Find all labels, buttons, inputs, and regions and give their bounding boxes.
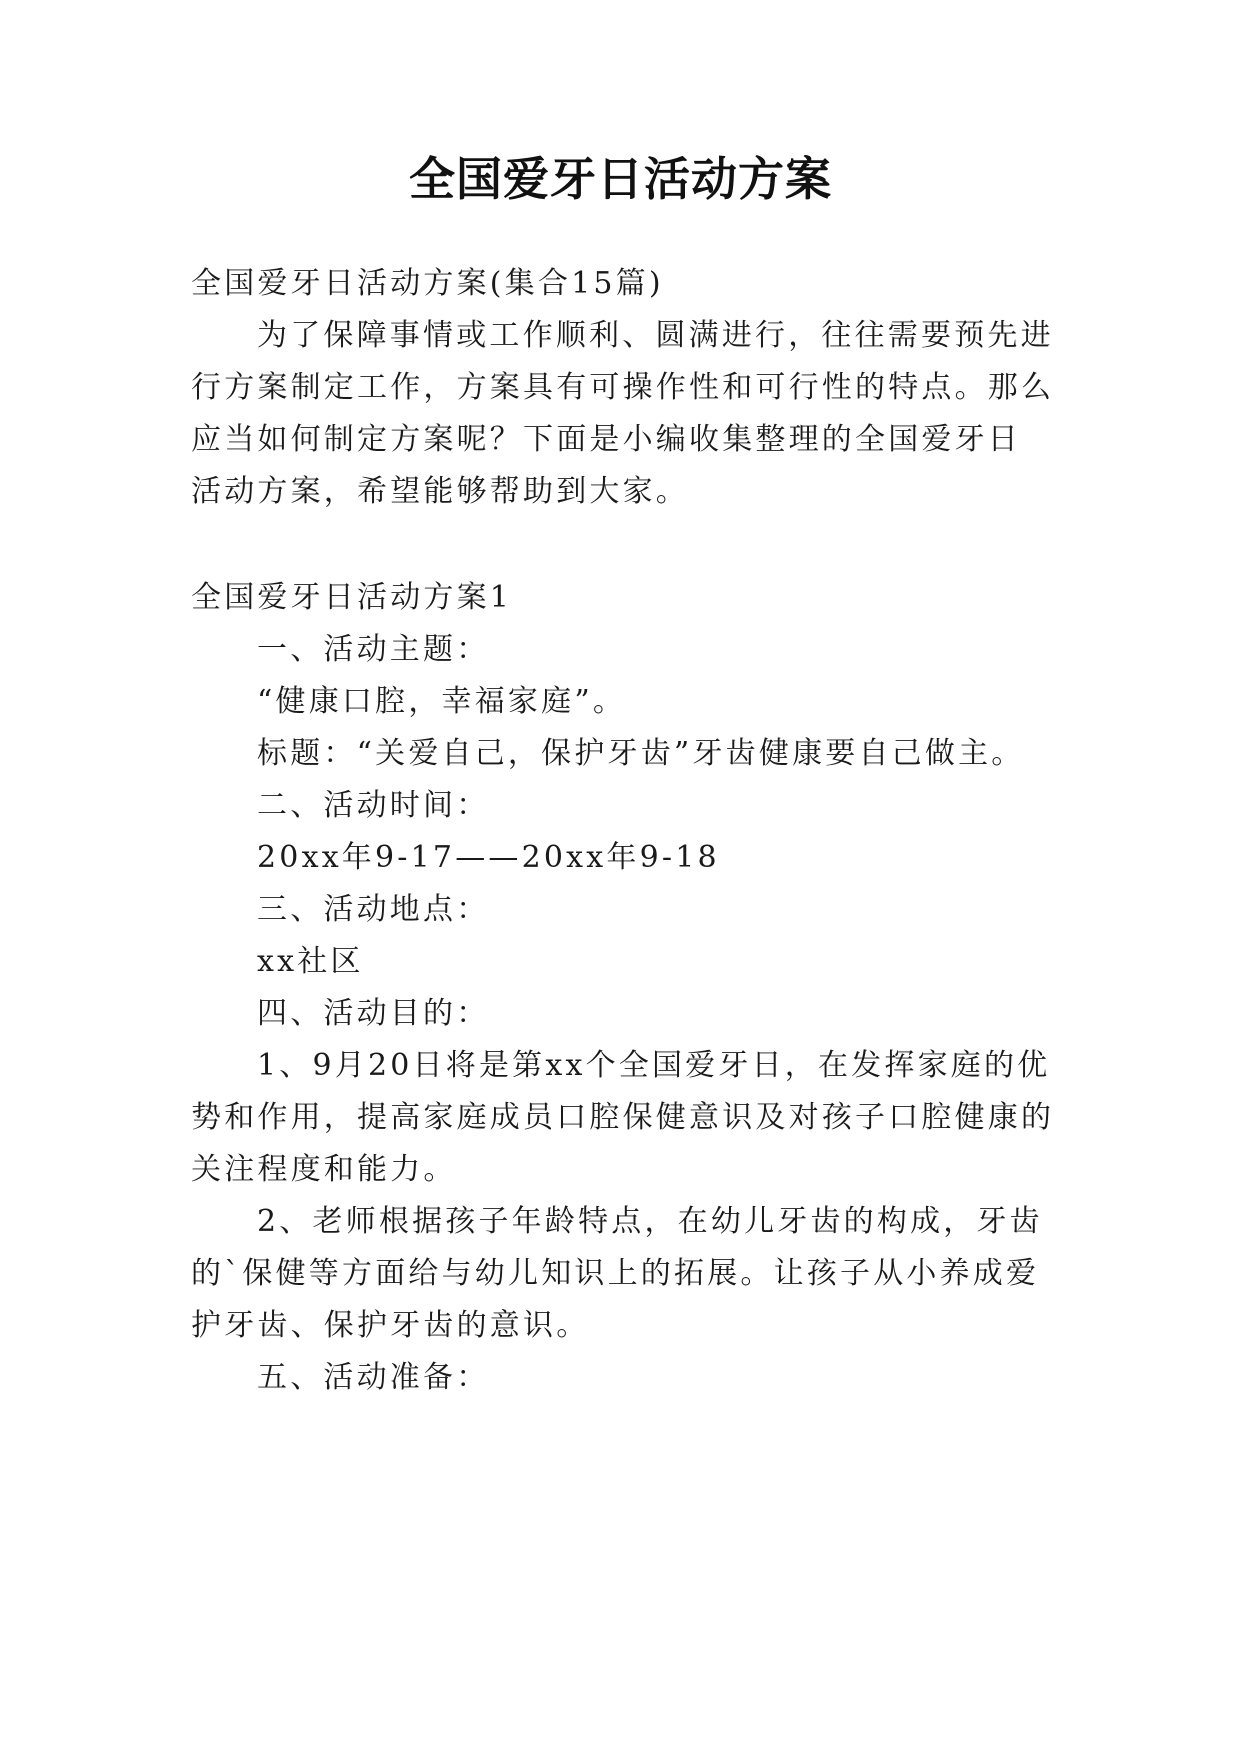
- body-line: “健康口腔，幸福家庭”。: [257, 684, 627, 719]
- body-line: 的`保健等方面给与幼儿知识上的拓展。让孩子从小养成爱: [191, 1256, 1040, 1291]
- body-line: 标题：“关爱自己，保护牙齿”牙齿健康要自己做主。: [257, 736, 1025, 771]
- intro-paragraph-line: 应当如何制定方案呢？下面是小编收集整理的全国爱牙日: [191, 422, 1021, 457]
- body-line: 势和作用，提高家庭成员口腔保健意识及对孩子口腔健康的: [191, 1100, 1055, 1135]
- intro-paragraph-line: 为了保障事情或工作顺利、圆满进行，往往需要预先进: [257, 318, 1054, 353]
- subheading-preparation: 五、活动准备：: [257, 1360, 490, 1395]
- subheading-theme: 一、活动主题：: [257, 632, 490, 667]
- body-line: 1、9月20日将是第xx个全国爱牙日，在发挥家庭的优: [257, 1048, 1051, 1083]
- body-line: 关注程度和能力。: [191, 1152, 457, 1187]
- subheading-purpose: 四、活动目的：: [257, 996, 490, 1031]
- body-line: 2、老师根据孩子年龄特点，在幼儿牙齿的构成，牙齿: [257, 1204, 1043, 1239]
- collection-heading: 全国爱牙日活动方案(集合15篇): [191, 266, 664, 301]
- document-title: 全国爱牙日活动方案: [409, 152, 832, 206]
- subheading-location: 三、活动地点：: [257, 892, 490, 927]
- body-line: 20xx年9-17——20xx年9-18: [257, 840, 720, 875]
- body-line: xx社区: [257, 944, 364, 979]
- section-heading: 全国爱牙日活动方案1: [191, 580, 513, 615]
- subheading-time: 二、活动时间：: [257, 788, 490, 823]
- intro-paragraph-line: 行方案制定工作，方案具有可操作性和可行性的特点。那么: [191, 370, 1055, 405]
- body-line: 护牙齿、保护牙齿的意识。: [191, 1308, 590, 1343]
- intro-paragraph-line: 活动方案，希望能够帮助到大家。: [191, 474, 689, 509]
